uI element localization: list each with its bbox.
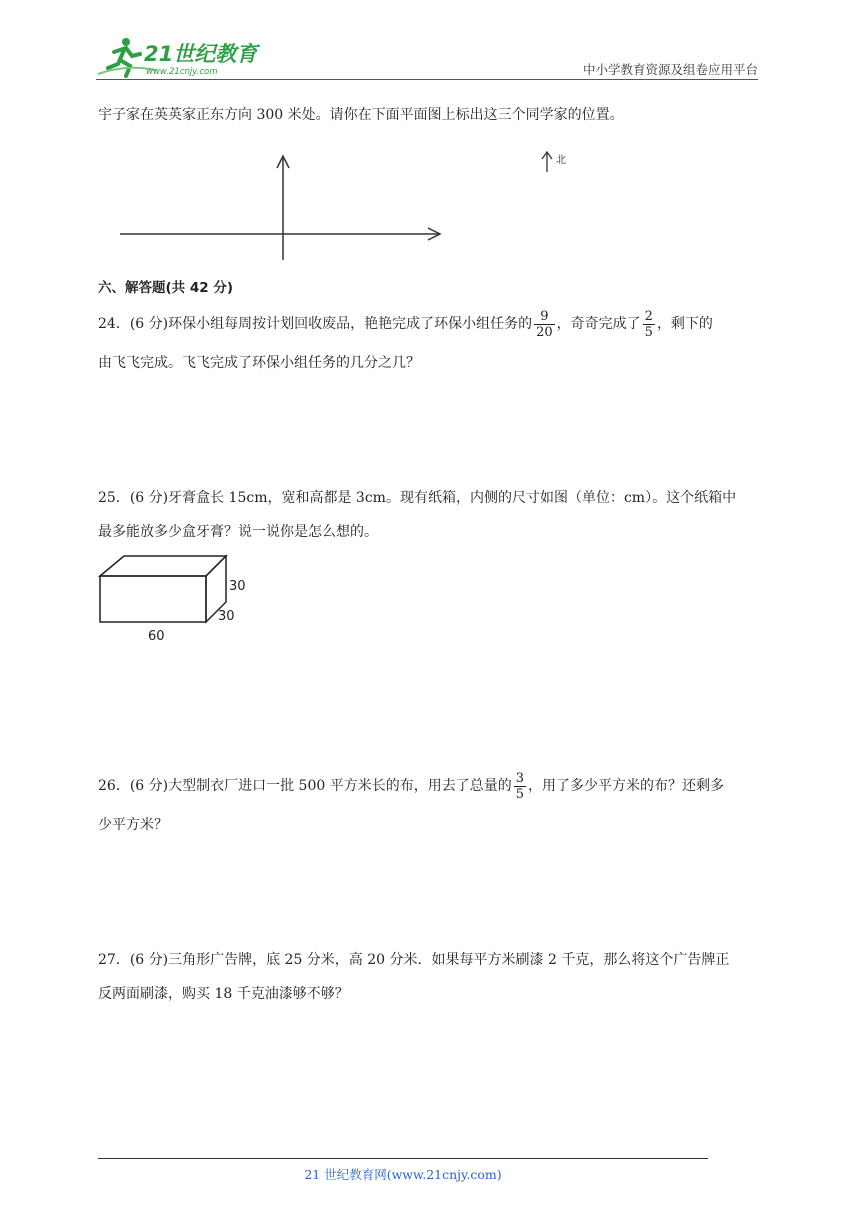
header-divider [96, 79, 758, 80]
box-height-label: 30 [229, 579, 246, 594]
header-platform-text: 中小学教育资源及组卷应用平台 [582, 62, 758, 77]
fraction-denominator: 20 [536, 324, 553, 340]
q24-text-b: ，奇奇完成了 [556, 316, 641, 332]
fraction-denominator: 5 [644, 324, 653, 340]
site-logo [96, 34, 266, 80]
q24-text-a: 24．(6 分)环保小组每周按计划回收废品，艳艳完成了环保小组任务的 [98, 316, 533, 332]
q24-fraction-1 [534, 309, 555, 340]
question-27-line-2: 反两面刷漆，购买 18 千克油漆够不够？ [98, 986, 349, 1002]
fraction-denominator: 5 [515, 786, 524, 802]
north-arrow-icon [540, 150, 554, 174]
north-label: 北 [556, 155, 566, 166]
question-25-line-1: 25．(6 分)牙膏盒长 15cm，宽和高都是 3cm。现有纸箱，内侧的尺寸如图（单位：cm）。这个纸箱中 [98, 490, 737, 506]
logo-text: 21世纪教育 [144, 42, 258, 66]
question-26-line-2: 少平方米？ [98, 817, 168, 833]
fraction-numerator: 3 [515, 770, 524, 786]
box-length-label: 60 [148, 629, 165, 644]
footer-divider [98, 1158, 708, 1159]
box-front-face [100, 576, 206, 622]
q26-text-a: 26．(6 分)大型制衣厂进口一批 500 平方米长的布，用去了总量的 [98, 778, 512, 794]
question-27-line-1: 27．(6 分)三角形广告牌，底 25 分米，高 20 分米．如果每平方米刷漆 2 千克，那么将这个广告牌正 [98, 952, 730, 968]
fraction-numerator: 2 [644, 308, 653, 324]
question-25-line-2: 最多能放多少盒牙膏？说一说你是怎么想的。 [98, 524, 378, 540]
footer-link-text[interactable]: 21 世纪教育网(www.21cnjy.com) [304, 1167, 502, 1182]
section-title: 六、解答题(共 42 分) [98, 280, 234, 296]
fraction-numerator: 9 [540, 308, 549, 324]
box-width-label: 30 [218, 609, 235, 624]
logo-url: www.21cnjy.com [146, 67, 218, 77]
coordinate-axes [116, 150, 452, 266]
question-26-line-1 [98, 766, 724, 806]
box-top-face [100, 556, 226, 576]
q24-fraction-2 [643, 309, 655, 340]
q24-text-c: ，剩下的 [656, 316, 713, 332]
question-24-line-2: 由飞飞完成。飞飞完成了环保小组任务的几分之几？ [98, 355, 420, 371]
q26-text-b: ，用了多少平方米的布？还剩多 [528, 778, 724, 794]
question-continuation-text: 宇子家在英英家正东方向 300 米处。请你在下面平面图上标出这三个同学家的位置。 [98, 107, 624, 123]
question-24-line-1 [98, 304, 713, 344]
q26-fraction [514, 771, 526, 802]
box-diagram [96, 552, 256, 648]
